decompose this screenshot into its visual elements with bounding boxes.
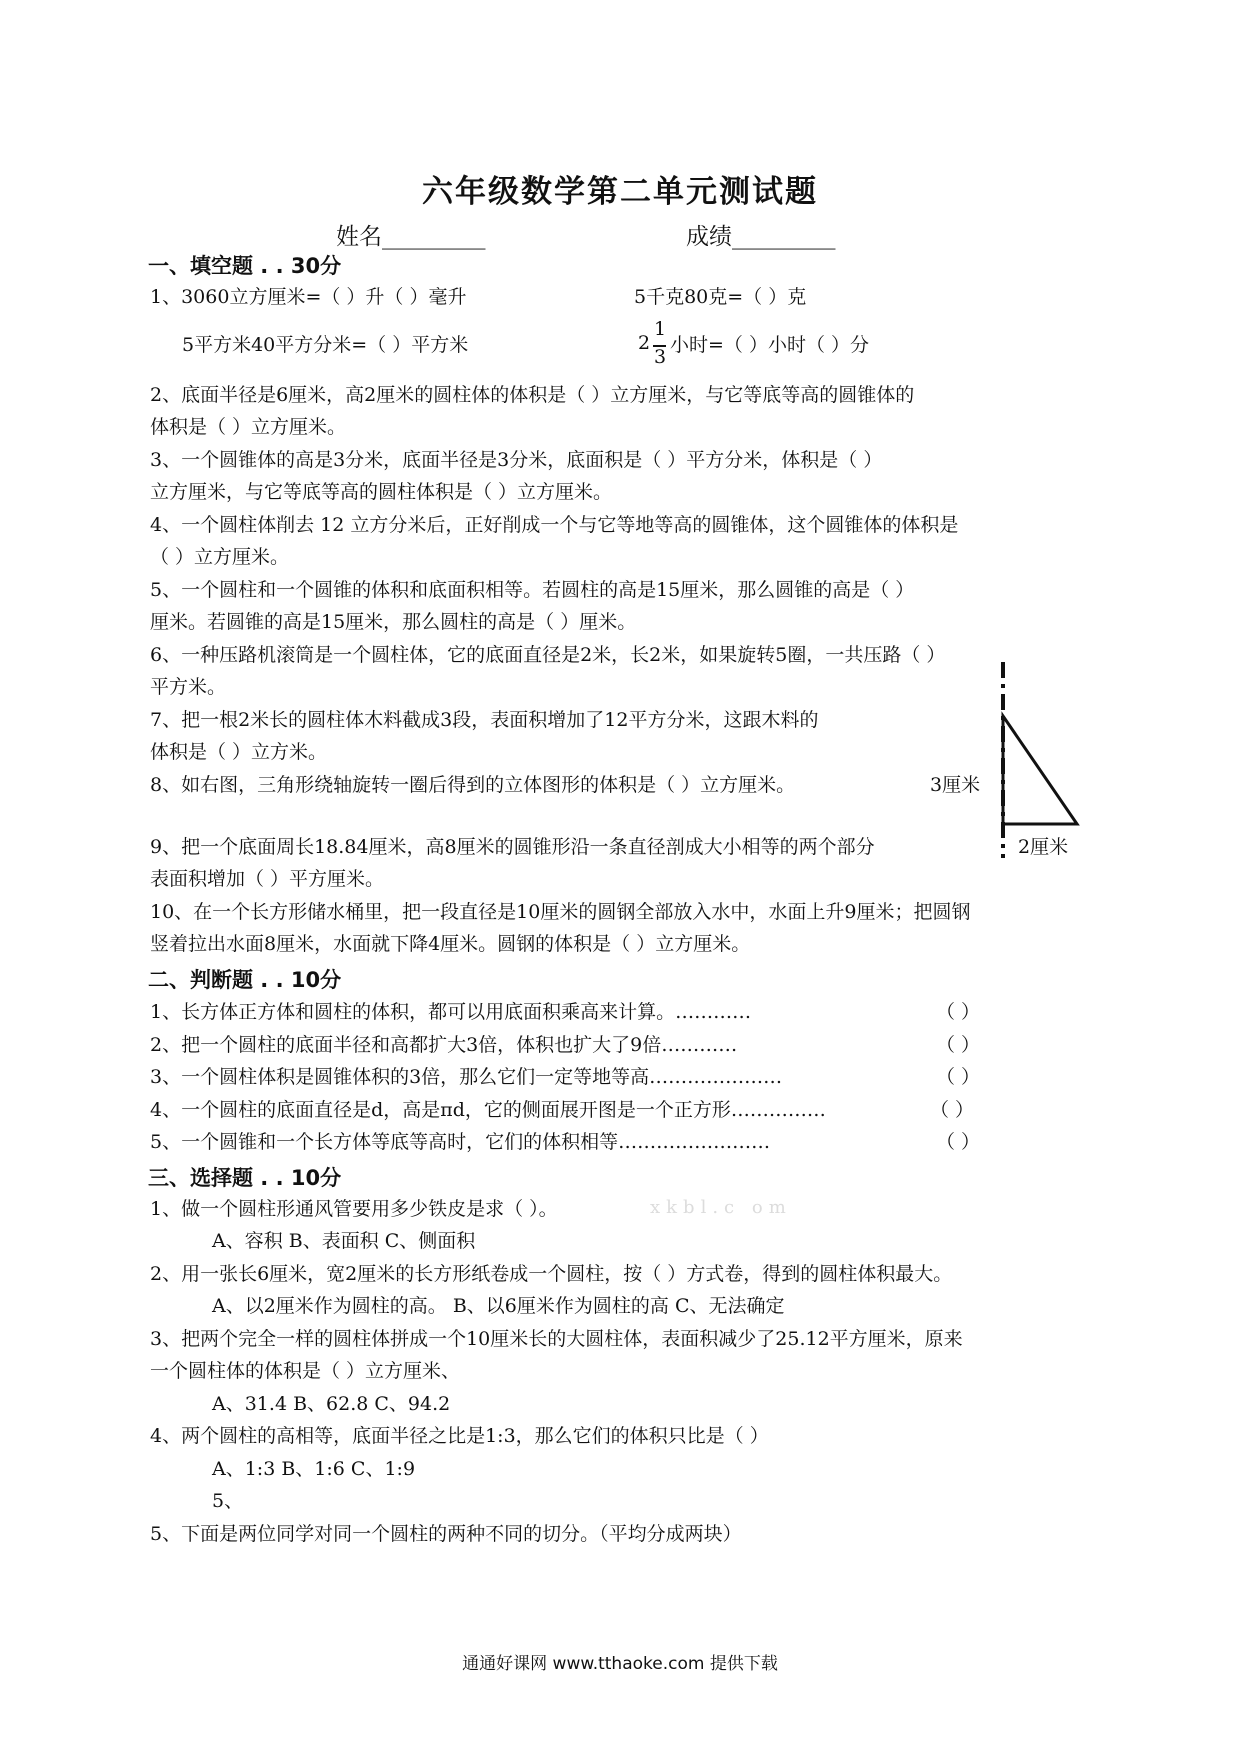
fraction-whole: 2 — [638, 332, 651, 354]
judge-item-2: 2、把一个圆柱的底面半径和高都扩大3倍，体积也扩大了9倍………… — [150, 1034, 738, 1056]
fraction-denominator: 3 — [654, 346, 667, 368]
fill-q8: 8、如右图，三角形绕轴旋转一圈后得到的立体图形的体积是（ ）立方厘米。 — [150, 774, 796, 796]
triangle-rotation-figure — [990, 660, 1090, 860]
choice-q2: 2、用一张长6厘米，宽2厘米的长方形纸卷成一个圆柱，按（ ）方式卷，得到的圆柱体积最大。 — [150, 1263, 953, 1285]
choice-stray-number: 5、 — [212, 1490, 244, 1512]
choice-q3-line2: 一个圆柱体的体积是（ ）立方厘米、 — [150, 1360, 461, 1382]
fill-q9-line1: 9、把一个底面周长18.84厘米，高8厘米的圆锥形沿一条直径剖成大小相等的两个部分 — [150, 836, 875, 858]
judge-item-1: 1、长方体正方体和圆柱的体积，都可以用底面积乘高来计算。………… — [150, 1001, 752, 1023]
judge-item-3-paren: （ ） — [936, 1066, 981, 1088]
figure-base-label: 2厘米 — [1018, 836, 1069, 858]
judge-item-4-paren: （ ） — [930, 1099, 975, 1121]
fill-q7-line2: 体积是（ ）立方米。 — [150, 741, 328, 763]
page-title: 六年级数学第二单元测试题 — [422, 174, 818, 210]
fill-q4-line2: （ ）立方厘米。 — [150, 546, 290, 568]
choice-q4: 4、两个圆柱的高相等，底面半径之比是1:3，那么它们的体积只比是（ ） — [150, 1425, 769, 1447]
judge-item-4: 4、一个圆柱的底面直径是d，高是πd，它的侧面展开图是一个正方形…………… — [150, 1099, 826, 1121]
fraction-numerator: 1 — [654, 318, 667, 340]
choice-q1-options: A、容积 B、表面积 C、侧面积 — [212, 1230, 476, 1252]
fill-q1-part-b: 5千克80克=（ ）克 — [634, 286, 807, 308]
watermark-text: xkbl.c om — [650, 1197, 792, 1218]
footer-credit: 通通好课网 www.tthaoke.com 提供下载 — [462, 1654, 778, 1674]
fill-q1-part-c: 5平方米40平方分米=（ ）平方米 — [182, 334, 469, 356]
fill-q10-line2: 竖着拉出水面8厘米，水面就下降4厘米。圆钢的体积是（ ）立方厘米。 — [150, 933, 751, 955]
fill-q4-line1: 4、一个圆柱体削去 12 立方分米后，正好削成一个与它等地等高的圆锥体，这个圆锥体的体积是 — [150, 514, 959, 536]
judge-item-2-paren: （ ） — [936, 1034, 981, 1056]
section-choice-heading: 三、选择题 . . 10分 — [148, 1166, 342, 1190]
choice-q1: 1、做一个圆柱形通风管要用多少铁皮是求（ ）。 — [150, 1198, 558, 1220]
judge-item-1-paren: （ ） — [936, 1001, 981, 1023]
right-triangle — [1003, 716, 1077, 824]
section-fill-heading: 一、填空题 . . 30分 — [148, 254, 342, 278]
fill-q1-part-d: 小时=（ ）小时（ ）分 — [670, 334, 869, 356]
score-field: 成绩_________ — [686, 224, 836, 250]
fill-q7-line1: 7、把一根2米长的圆柱体木料截成3段，表面积增加了12平方分米，这跟木料的 — [150, 709, 819, 731]
choice-q3-options: A、31.4 B、62.8 C、94.2 — [212, 1393, 451, 1415]
fill-q6-line2: 平方米。 — [150, 676, 227, 698]
name-field: 姓名_________ — [336, 224, 486, 250]
fill-q2-line2: 体积是（ ）立方厘米。 — [150, 416, 347, 438]
choice-q2-options: A、以2厘米作为圆柱的高。 B、以6厘米作为圆柱的高 C、无法确定 — [212, 1295, 785, 1317]
judge-item-5: 5、一个圆锥和一个长方体等底等高时，它们的体积相等…………………… — [150, 1131, 771, 1153]
judge-item-5-paren: （ ） — [936, 1131, 981, 1153]
fill-q1-part-a: 1、3060立方厘米=（ ）升（ ）毫升 — [150, 286, 467, 308]
choice-q3-line1: 3、把两个完全一样的圆柱体拼成一个10厘米长的大圆柱体，表面积减少了25.12平方厘米，原来 — [150, 1328, 963, 1350]
fill-q9-line2: 表面积增加（ ）平方厘米。 — [150, 868, 385, 890]
fill-q6-line1: 6、一种压路机滚筒是一个圆柱体，它的底面直径是2米，长2米，如果旋转5圈，一共压路（ ） — [150, 644, 946, 666]
choice-q4-options: A、1:3 B、1:6 C、1:9 — [212, 1458, 416, 1480]
fill-q3-line2: 立方厘米，与它等底等高的圆柱体积是（ ）立方厘米。 — [150, 481, 613, 503]
fill-q5-line1: 5、一个圆柱和一个圆锥的体积和底面积相等。若圆柱的高是15厘米，那么圆锥的高是（ ） — [150, 579, 915, 601]
fill-q3-line1: 3、一个圆锥体的高是3分米，底面半径是3分米，底面积是（ ）平方分米，体积是（ ） — [150, 449, 883, 471]
fill-q2-line1: 2、底面半径是6厘米，高2厘米的圆柱体的体积是（ ）立方厘米，与它等底等高的圆锥体的 — [150, 384, 915, 406]
section-judge-heading: 二、判断题 . . 10分 — [148, 968, 342, 992]
fill-q5-line2: 厘米。若圆锥的高是15厘米，那么圆柱的高是（ ）厘米。 — [150, 611, 637, 633]
judge-item-3: 3、一个圆柱体积是圆锥体积的3倍，那么它们一定等地等高………………… — [150, 1066, 783, 1088]
figure-height-label: 3厘米 — [930, 774, 981, 796]
fill-q10-line1: 10、在一个长方形储水桶里，把一段直径是10厘米的圆钢全部放入水中，水面上升9厘米；把圆钢 — [150, 901, 971, 923]
choice-q5: 5、下面是两位同学对同一个圆柱的两种不同的切分。（平均分成两块） — [150, 1523, 742, 1545]
